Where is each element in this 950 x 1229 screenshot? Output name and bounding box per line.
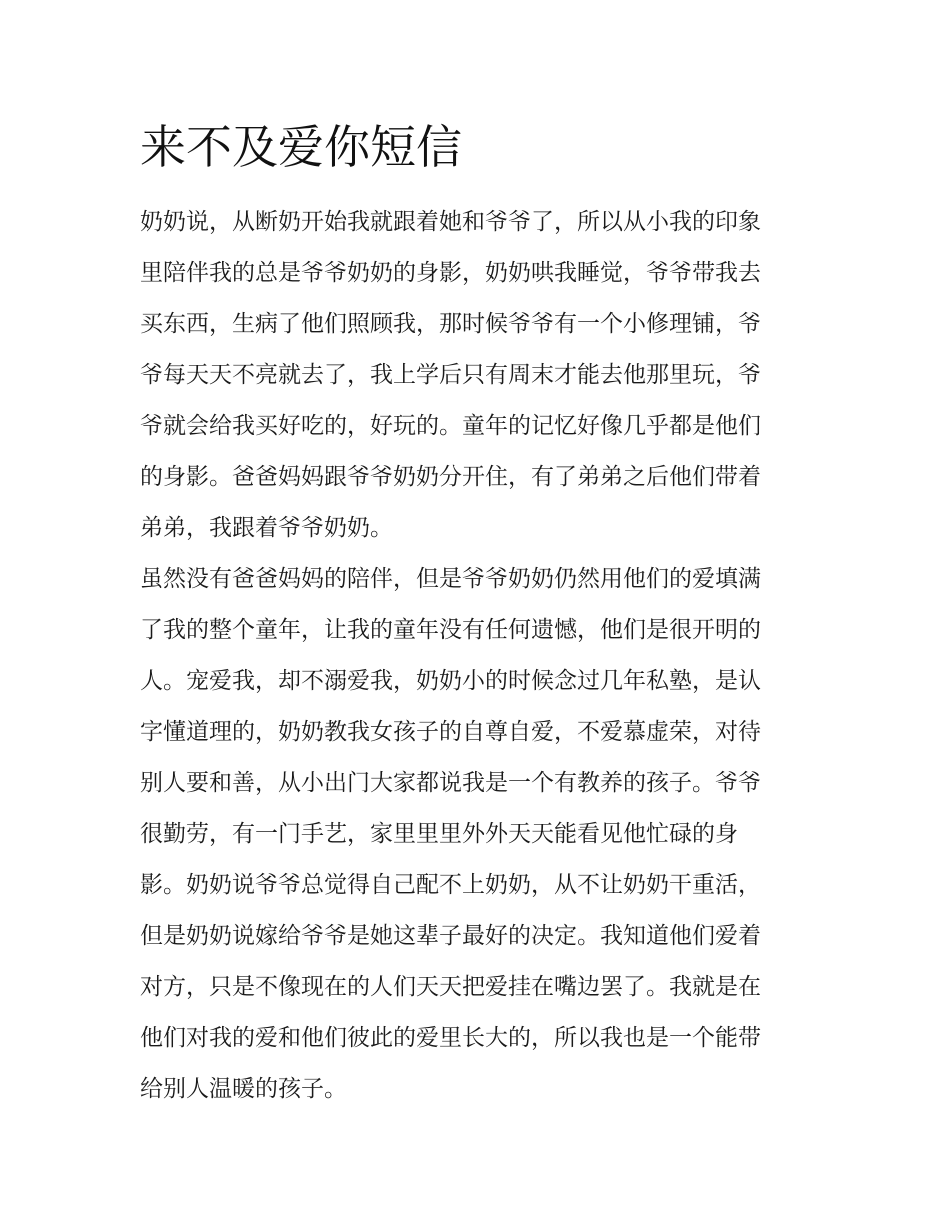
text-line: 给别人温暖的孩子。 [140, 1076, 347, 1102]
text-line: 对方，只是不像现在的人们天天把爱挂在嘴边罢了。我就是在 [140, 974, 761, 1000]
text-line: 人。宠爱我，却不溺爱我，奶奶小的时候念过几年私塾，是认 [140, 668, 761, 694]
text-line: 的身影。爸爸妈妈跟爷爷奶奶分开住，有了弟弟之后他们带着 [140, 464, 761, 490]
text-line: 很勤劳，有一门手艺，家里里里外外天天能看见他忙碌的身 [140, 821, 738, 847]
text-line: 别人要和善，从小出门大家都说我是一个有教养的孩子。爷爷 [140, 770, 761, 796]
paragraph-2 [140, 554, 812, 1115]
document-body [140, 197, 812, 1115]
text-line: 弟弟，我跟着爷爷奶奶。 [140, 515, 393, 541]
paragraph-1 [140, 197, 812, 554]
text-line: 里陪伴我的总是爷爷奶奶的身影，奶奶哄我睡觉，爷爷带我去 [140, 260, 761, 286]
text-line: 奶奶说，从断奶开始我就跟着她和爷爷了，所以从小我的印象 [140, 209, 761, 235]
text-line: 他们对我的爱和他们彼此的爱里长大的，所以我也是一个能带 [140, 1025, 761, 1051]
text-line: 爷每天天不亮就去了，我上学后只有周末才能去他那里玩，爷 [140, 362, 761, 388]
text-line: 爷就会给我买好吃的，好玩的。童年的记忆好像几乎都是他们 [140, 413, 761, 439]
text-line: 但是奶奶说嫁给爷爷是她这辈子最好的决定。我知道他们爱着 [140, 923, 761, 949]
text-line: 影。奶奶说爷爷总觉得自己配不上奶奶，从不让奶奶干重活， [140, 872, 761, 898]
document-title: 来不及爱你短信 [140, 120, 462, 174]
text-line: 了我的整个童年，让我的童年没有任何遗憾，他们是很开明的 [140, 617, 761, 643]
text-line: 买东西，生病了他们照顾我，那时候爷爷有一个小修理铺，爷 [140, 311, 761, 337]
text-line: 字懂道理的，奶奶教我女孩子的自尊自爱，不爱慕虚荣，对待 [140, 719, 761, 745]
text-line: 虽然没有爸爸妈妈的陪伴，但是爷爷奶奶仍然用他们的爱填满 [140, 566, 761, 592]
